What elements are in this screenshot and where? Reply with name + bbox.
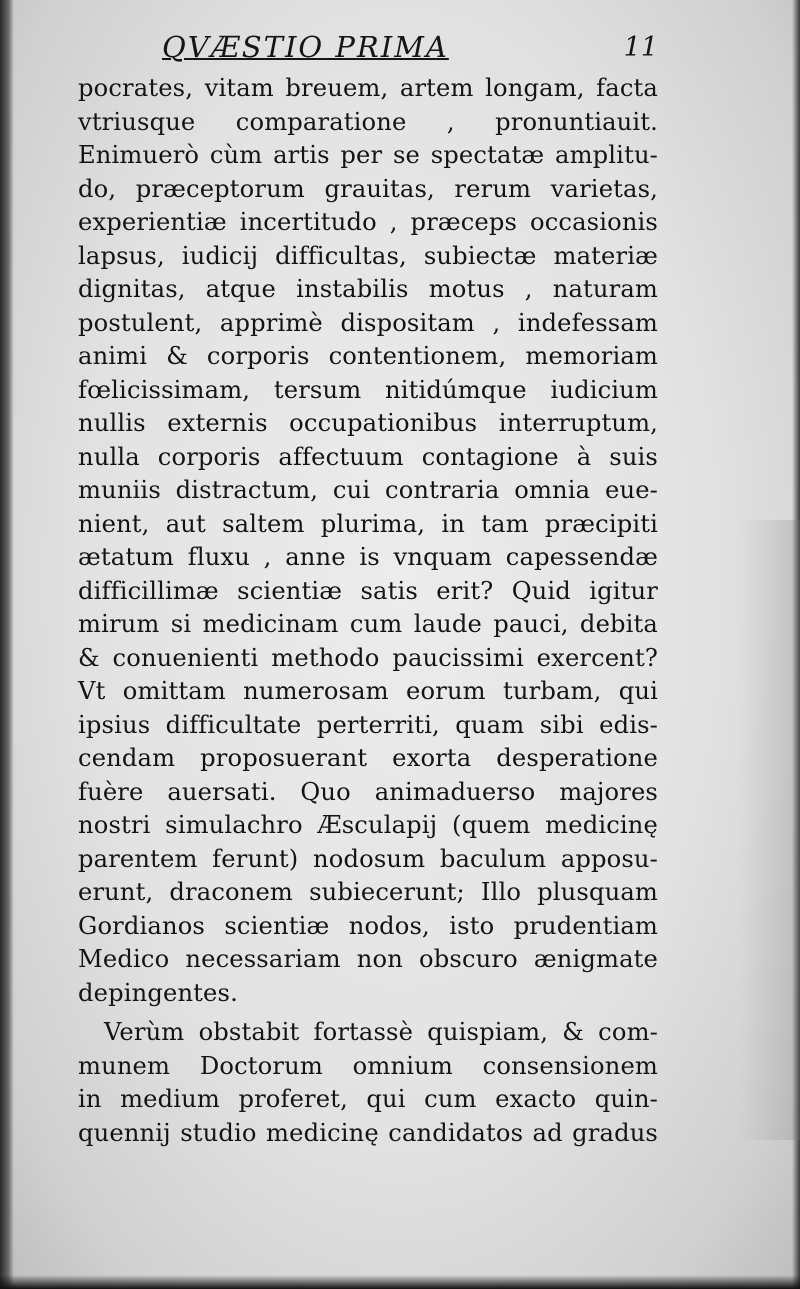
text-line: Enimuerò cùm artis per se spectatæ amplitu-	[78, 141, 658, 169]
text-line: mirum si medicinam cum laude pauci, debita	[78, 610, 658, 638]
text-line: erunt, draconem subiecerunt; Illo plusquam	[78, 878, 658, 906]
text-line: in medium proferet, qui cum exacto quin-	[78, 1085, 658, 1113]
text-line: nostri simulachro Æsculapij (quem medicinę	[78, 811, 658, 839]
text-line: ipsius difficultate perterriti, quam sibi edis-	[78, 710, 658, 739]
text-line: vtriusque comparatione , pronuntiauit.	[78, 107, 658, 136]
page-left-edge-shadow	[0, 0, 14, 1289]
paragraph-2	[78, 1016, 658, 1150]
text-line: fuère auersati. Quo animaduerso majores	[78, 777, 658, 806]
text-line: lapsus, iudicij difficultas, subiectæ materiæ	[78, 241, 658, 270]
page-bottom-edge-shadow	[0, 1275, 800, 1289]
text-line: cendam proposuerant exorta desperatione	[78, 744, 658, 772]
text-line: fœlicissimam, tersum nitidúmque iudicium	[78, 375, 658, 404]
text-line: muniis distractum, cui contraria omnia eue-	[78, 476, 658, 504]
text-line: parentem ferunt) nodosum baculum apposu-	[78, 844, 658, 873]
text-line: Medico necessariam non obscuro ænigmate	[78, 945, 658, 973]
page-header	[162, 30, 658, 70]
text-line: munem Doctorum omnium consensionem	[78, 1051, 658, 1080]
body-text	[78, 72, 658, 1150]
text-line: difficillimæ scientiæ satis erit? Quid igitur	[78, 576, 658, 605]
running-title: QVÆSTIO PRIMA	[162, 30, 449, 64]
page-number: 11	[623, 32, 658, 63]
text-line: Verùm obstabit fortassè quispiam, & com-	[104, 1018, 658, 1046]
text-line: experientiæ incertitudo , præceps occasionis	[78, 208, 658, 236]
text-line: postulent, apprimè dispositam , indefessam	[78, 308, 658, 337]
text-line: depingentes.	[78, 978, 238, 1007]
text-line: pocrates, vitam breuem, artem longam, facta	[78, 74, 658, 102]
text-line: nulla corporis affectuum contagione à suis	[78, 442, 658, 471]
text-line: nient, aut saltem plurima, in tam præcipiti	[78, 509, 658, 538]
text-line: quennij studio medicinę candidatos ad gradus	[78, 1118, 658, 1147]
text-line: Vt omittam numerosam eorum turbam, qui	[78, 677, 658, 705]
text-line: animi & corporis contentionem, memoriam	[78, 342, 658, 370]
text-line: nullis externis occupationibus interruptum,	[78, 409, 658, 437]
text-line: do, præceptorum grauitas, rerum varietas,	[78, 174, 658, 203]
text-line: Gordianos scientiæ nodos, isto prudentiam	[78, 911, 658, 940]
paragraph-1	[78, 72, 658, 1010]
text-line: & conuenienti methodo paucissimi exercent?	[78, 643, 658, 672]
text-line: dignitas, atque instabilis motus , naturam	[78, 275, 658, 303]
text-line: ætatum fluxu , anne is vnquam capessendæ	[78, 543, 658, 571]
show-through-bleed	[740, 520, 800, 1140]
